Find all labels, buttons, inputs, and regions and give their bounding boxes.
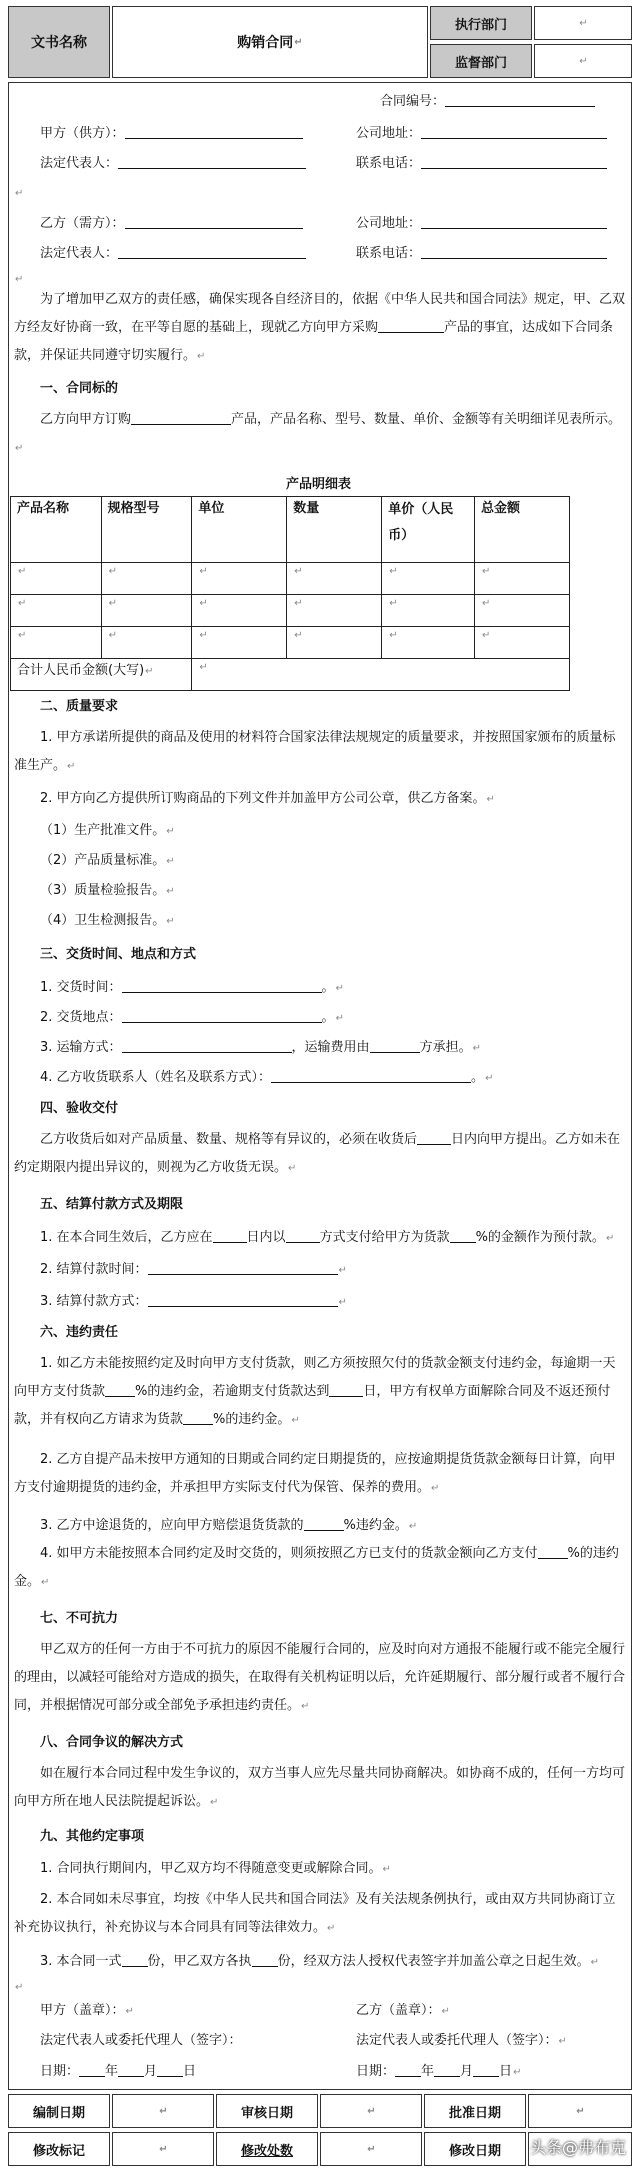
doc-name-label-cell: 文书名称 <box>8 6 110 78</box>
section-2-item-2: （2）产品质量标准。↵ <box>40 853 175 868</box>
section-9-title: 九、其他约定事项 <box>40 1829 145 1844</box>
section-3-l3: 3. 运输方式： ，运输费用由 方承担。↵ <box>40 1040 481 1055</box>
party-a-address-row: 公司地址： <box>356 124 607 143</box>
footer-approve-date-value: ↵ <box>528 2094 632 2128</box>
footer-review-date-value: ↵ <box>320 2094 422 2128</box>
party-b-address-row: 公司地址： <box>356 214 607 233</box>
section-2-p1: 1. 甲方承诺所提供的商品及使用的材料符合国家法律法规规定的质量要求，并按照国家颁布的质量标准生产。↵ <box>14 730 616 773</box>
intro-paragraph: 为了增加甲乙双方的责任感，确保实现各自经济目的，依据《中华人民共和国合同法》规定，甲、乙双方经友好协商一致，在平等自愿的基础上，现就乙方向甲方采购 产品的事宜，达成如下合同条款，并保证共同遵守切实履行。↵ <box>14 292 626 363</box>
party-b-seal: 乙方（盖章）：↵ <box>356 2003 450 2018</box>
doc-title-cell: 购销合同 ↵ <box>112 6 428 78</box>
supervise-dept-label-cell: 监督部门 <box>430 44 532 78</box>
footer-revision-date-label: 修改日期 <box>424 2132 526 2166</box>
section-8-paragraph: 如在履行本合同过程中发生争议的，双方当事人应先尽量共同协商解决。如协商不成的，任何一方均可向甲方所在地人民法院提起诉讼。↵ <box>14 1766 626 1809</box>
section-3-l1: 1. 交货时间： 。↵ <box>40 980 344 995</box>
section-3-title: 三、交货时间、地点和方式 <box>40 947 197 962</box>
section-5-l2: 2. 结算付款时间： ↵ <box>40 1262 347 1277</box>
footer-revision-count-label: 修改处数 <box>216 2132 318 2166</box>
footer-review-date-label: 审核日期 <box>216 2094 318 2128</box>
table-total-row: 合计人民币金额(大写)↵ ↵ <box>11 659 570 691</box>
section-7-paragraph: 甲乙双方的任何一方由于不可抗力的原因不能履行合同的，应及时向对方通报不能履行或不能完全履行的理由，以减轻可能给对方造成的损失，在取得有关机构证明以后，允许延期履行、部分履行或者不履行合同，并根据情况可部分或全部免予承担违约责任。↵ <box>14 1642 626 1713</box>
footer-approve-date-label: 批准日期 <box>424 2094 526 2128</box>
footer-revision-count-value: ↵ <box>320 2132 422 2166</box>
section-2-item-3: （3）质量检验报告。↵ <box>40 883 175 898</box>
section-8-title: 八、合同争议的解决方式 <box>40 1735 184 1750</box>
supervise-dept-value-cell: ↵ <box>534 44 632 78</box>
section-5-l1: 1. 在本合同生效后，乙方应在 日内以 方式支付给甲方为货款 %的金额作为预付款。↵ <box>40 1230 615 1245</box>
section-9-p2: 2. 本合同如未尽事宜，均按《中华人民共和国合同法》及有关法规条例执行，或由双方共同协商订立补充协议执行，补充协议与本合同具有同等法律效力。↵ <box>14 1892 616 1935</box>
section-6-title: 六、违约责任 <box>40 1325 119 1340</box>
party-a-seal: 甲方（盖章）：↵ <box>40 2003 134 2018</box>
party-a-date: 日期： 年 月 日 <box>40 2064 197 2079</box>
section-1-paragraph: 乙方向甲方订购 产品，产品名称、型号、数量、单价、金额等有关明细详见表所示。↵ <box>15 412 622 454</box>
section-6-p3: 3. 乙方中途退货的，应向甲方赔偿退货货款的 %违约金。↵ <box>40 1518 418 1533</box>
party-b-rep-row: 法定代表人： <box>40 244 306 263</box>
section-4-title: 四、验收交付 <box>40 1101 119 1116</box>
th-unit: 单位 <box>192 497 287 563</box>
section-2-title: 二、质量要求 <box>40 699 119 714</box>
exec-dept-label-cell: 执行部门 <box>430 6 532 40</box>
section-7-title: 七、不可抗力 <box>40 1611 119 1626</box>
section-2-item-4: （4）卫生检测报告。↵ <box>40 913 175 928</box>
th-price: 单价（人民币） <box>382 497 475 563</box>
footer-prepare-date-value: ↵ <box>112 2094 214 2128</box>
section-6-p4: 4. 如甲方未能按照本合同约定及时交货的，则须按照乙方已支付的货款金额向乙方支付 %的违约金。↵ <box>14 1546 619 1589</box>
section-5-l3: 3. 结算付款方式： ↵ <box>40 1294 347 1309</box>
section-6-p2: 2. 乙方自提产品未按甲方通知的日期或合同约定日期提货的，应按逾期提货货款金额每日计算，向甲方支付逾期提货的违约金，并承担甲方实际支付代为保管、保养的费用。↵ <box>14 1452 616 1495</box>
table-row: ↵ ↵ ↵ ↵ ↵ ↵ <box>11 627 570 659</box>
section-1-title: 一、合同标的 <box>40 381 119 396</box>
section-5-title: 五、结算付款方式及期限 <box>40 1197 184 1212</box>
section-2-item-1: （1）生产批准文件。↵ <box>40 823 175 838</box>
party-a-row: 甲方（供方）： <box>40 124 303 143</box>
contract-no-row: 合同编号： <box>380 92 595 111</box>
party-a-rep-sign: 法定代表人或委托代理人（签字）： <box>40 2033 242 2048</box>
table-row: ↵ ↵ ↵ ↵ ↵ ↵ <box>11 595 570 627</box>
th-qty: 数量 <box>287 497 382 563</box>
section-3-l4: 4. 乙方收货联系人（姓名及联系方式）： 。↵ <box>40 1070 494 1085</box>
section-2-p2: 2. 甲方向乙方提供所订购商品的下列文件并加盖甲方公司公章，供乙方备案。↵ <box>40 791 495 806</box>
th-spec: 规格型号 <box>101 497 192 563</box>
section-3-l2: 2. 交货地点： 。↵ <box>40 1010 344 1025</box>
footer-revision-mark-value: ↵ <box>112 2132 214 2166</box>
party-b-phone-row: 联系电话： <box>356 244 607 263</box>
footer-revision-mark-label: 修改标记 <box>8 2132 110 2166</box>
party-a-phone-row: 联系电话： <box>356 154 607 173</box>
section-4-paragraph: 乙方收货后如对产品质量、数量、规格等有异议的，必须在收货后 日内向甲方提出。乙方如未在约定期限内提出异议的，则视为乙方收货无误。↵ <box>14 1132 621 1175</box>
party-b-rep-sign: 法定代表人或委托代理人（签字）：↵ <box>356 2033 567 2048</box>
product-table-title: 产品明细表 <box>286 477 352 492</box>
party-b-row: 乙方（需方）： <box>40 214 303 233</box>
section-6-p1: 1. 如乙方未能按照约定及时向甲方支付货款，则乙方须按照欠付的货款金额支付违约金，每逾期一天向甲方支付货款 %的违约金，若逾期支付货款达到 日，甲方有权单方面解除合同及不返还预付款，并有权向乙方请求为货款 %的违约金。↵ <box>14 1356 616 1427</box>
footer-prepare-date-label: 编制日期 <box>8 2094 110 2128</box>
section-9-p1: 1. 合同执行期间内，甲乙双方均不得随意变更或解除合同。↵ <box>40 1861 391 1876</box>
exec-dept-value-cell: ↵ <box>534 6 632 40</box>
party-a-rep-row: 法定代表人： <box>40 154 306 173</box>
party-b-date: 日期： 年 月 日↵ <box>356 2064 522 2079</box>
table-row: ↵ ↵ ↵ ↵ ↵ ↵ <box>11 563 570 595</box>
th-product-name: 产品名称 <box>11 497 102 563</box>
watermark: 头条@弗布克 <box>529 2138 626 2157</box>
section-9-p3: 3. 本合同一式 份，甲乙双方各执 份，经双方法人授权代表签字并加盖公章之日起生效。↵ <box>40 1954 599 1969</box>
product-table <box>10 496 570 691</box>
doc-title: 购销合同 <box>237 35 294 51</box>
th-total: 总金额 <box>475 497 570 563</box>
